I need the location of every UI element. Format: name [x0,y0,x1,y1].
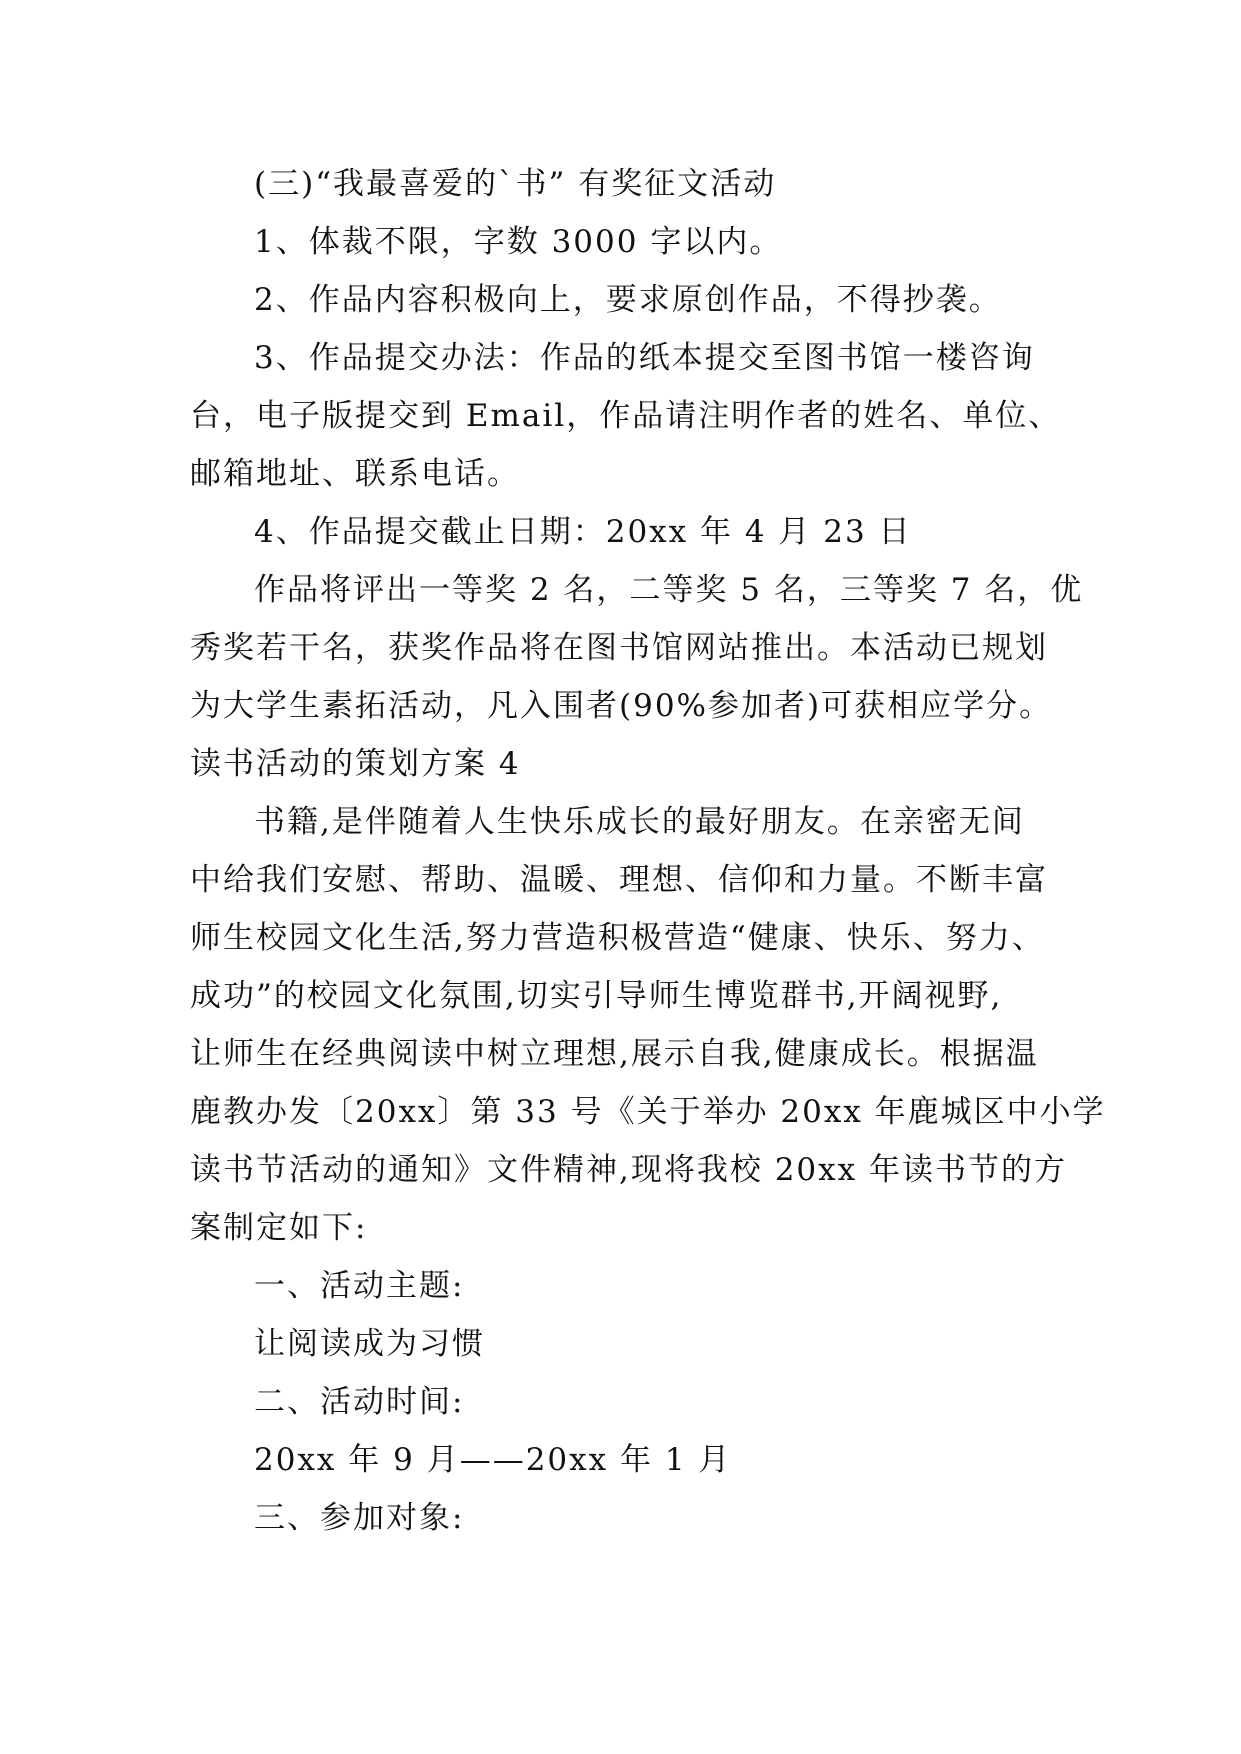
document-body [190,155,1106,1547]
section-heading-time: 二、活动时间: [254,1384,465,1420]
rule-item-3-line-3: 邮箱地址、联系电话。 [190,456,520,492]
awards-paragraph-line-3: 为大学生素拓活动，凡入围者(90%参加者)可获相应学分。 [190,688,1053,724]
rule-item-2: 2、作品内容积极向上，要求原创作品，不得抄袭。 [254,282,1002,318]
rule-item-3-line-2: 台，电子版提交到 Email，作品请注明作者的姓名、单位、 [190,398,1062,434]
theme-text: 让阅读成为习惯 [254,1326,485,1362]
intro-paragraph-line-4: 成功”的校园文化氛围,切实引导师生博览群书,开阔视野, [190,978,1003,1014]
rule-item-3-line-1: 3、作品提交办法：作品的纸本提交至图书馆一楼咨询 [254,340,1035,376]
awards-paragraph-line-2: 秀奖若干名，获奖作品将在图书馆网站推出。本活动已规划 [190,630,1048,666]
intro-paragraph-line-3: 师生校园文化生活,努力营造积极营造“健康、快乐、努力、 [190,920,1045,956]
intro-paragraph-line-7: 读书节活动的通知》文件精神,现将我校 20xx 年读书节的方 [190,1152,1067,1188]
intro-paragraph-line-8: 案制定如下: [190,1210,368,1246]
section-heading-participants: 三、参加对象: [254,1500,465,1536]
awards-paragraph-line-1: 作品将评出一等奖 2 名，二等奖 5 名，三等奖 7 名，优 [254,572,1084,608]
rule-item-4: 4、作品提交截止日期：20xx 年 4 月 23 日 [254,514,912,550]
section-heading-essay-contest: (三)“我最喜爱的`书” 有奖征文活动 [254,166,777,202]
time-text: 20xx 年 9 月——20xx 年 1 月 [254,1442,732,1478]
intro-paragraph-line-1: 书籍,是伴随着人生快乐成长的最好朋友。在亲密无间 [254,804,1025,840]
section-heading-theme: 一、活动主题: [254,1268,465,1304]
plan-title: 读书活动的策划方案 4 [190,746,521,782]
intro-paragraph-line-5: 让师生在经典阅读中树立理想,展示自我,健康成长。根据温 [190,1036,1039,1072]
intro-paragraph-line-6: 鹿教办发〔20xx〕第 33 号《关于举办 20xx 年鹿城区中小学 [190,1094,1106,1130]
rule-item-1: 1、体裁不限，字数 3000 字以内。 [254,224,783,260]
intro-paragraph-line-2: 中给我们安慰、帮助、温暖、理想、信仰和力量。不断丰富 [190,862,1048,898]
